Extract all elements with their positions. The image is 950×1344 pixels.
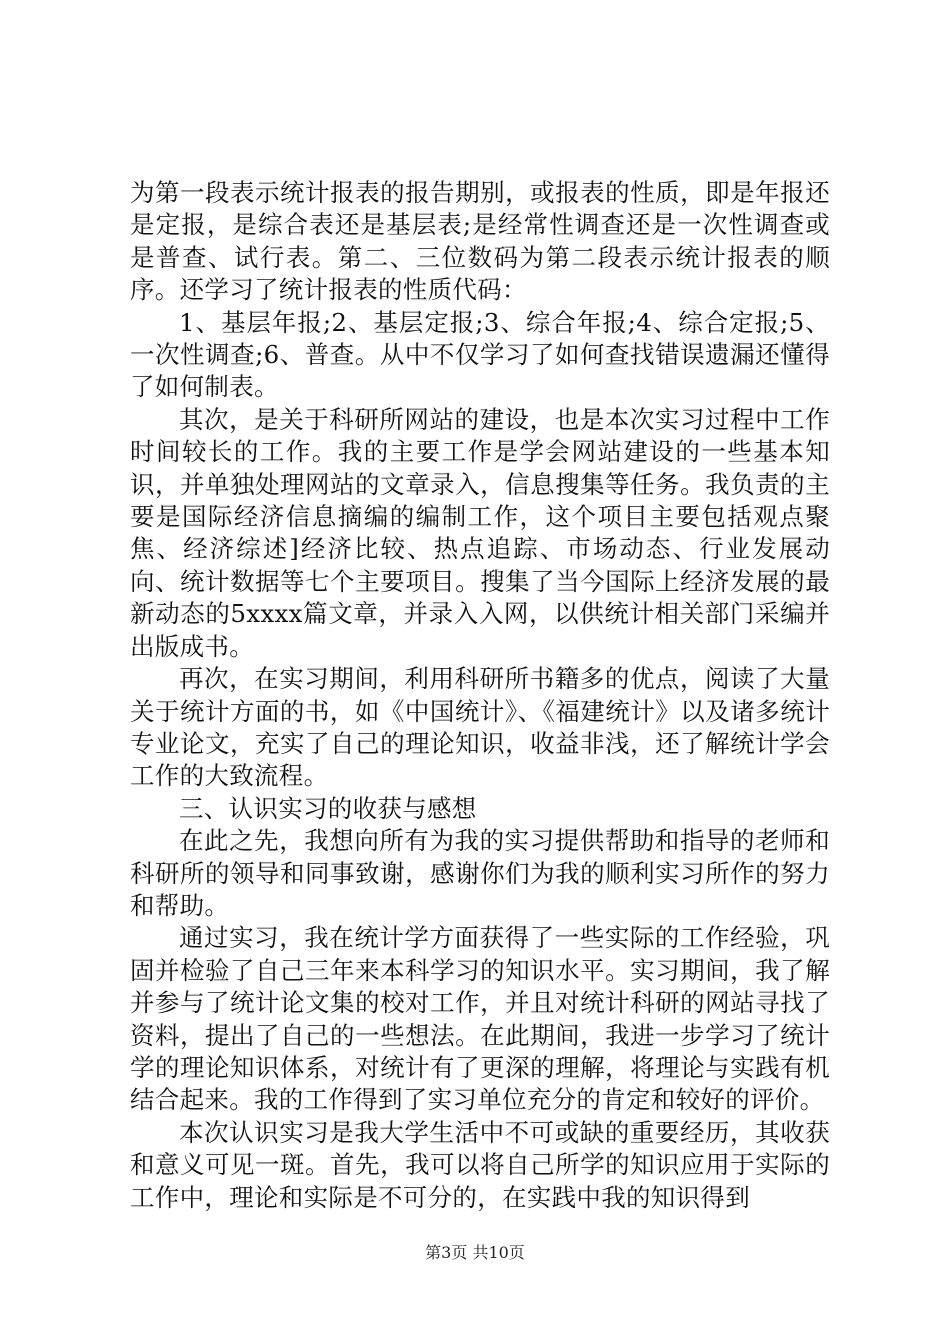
paragraph-2: 1、基层年报;2、基层定报;3、综合年报;4、综合定报;5、一次性调查;6、普查。从中不仅学习了如何查找错误遗漏还懂得了如何制表。: [130, 307, 830, 402]
page-footer: [0, 1243, 950, 1263]
paragraph-5: 在此之先，我想向所有为我的实习提供帮助和指导的老师和科研所的领导和同事致谢，感谢你们为我的顺利实习所作的努力和帮助。: [130, 826, 830, 920]
paragraph-6: 通过实习，我在统计学方面获得了一些实际的工作经验，巩固并检验了自己三年来本科学习的知识水平。实习期间，我了解并参与了统计论文集的校对工作，并且对统计科研的网站寻找了资料，提出了自己的一些想法。在此期间，我进一步学习了统计学的理论知识体系，对统计有了更深的理解，将理论与实践有机结合起来。我的工作得到了实习单位充分的肯定和较好的评价。: [130, 923, 830, 1115]
paragraph-3: 其次，是关于科研所网站的建设，也是本次实习过程中工作时间较长的工作。我的主要工作是学会网站建设的一些基本知识，并单独处理网站的文章录入，信息搜集等任务。我负责的主要是国际经济信息摘编的编制工作，这个项目主要包括观点聚焦、经济综述]经济比较、热点追踪、市场动态、行业发展动向、统计数据等七个主要项目。搜集了当今国际上经济发展的最新动态的5xxxx篇文章，并录入入网，以供统计相关部门采编并出版成书。: [130, 404, 830, 661]
paragraph-1: 为第一段表示统计报表的报告期别，或报表的性质，即是年报还是定报，是综合表还是基层表;是经常性调查还是一次性调查或是普查、试行表。第二、三位数码为第二段表示统计报表的顺序。还学习了统计报表的性质代码：: [130, 178, 830, 305]
paragraph-7: 本次认识实习是我大学生活中不可或缺的重要经历，其收获和意义可见一斑。首先，我可以将自己所学的知识应用于实际的工作中，理论和实际是不可分的，在实践中我的知识得到: [130, 1117, 830, 1212]
document-body: [130, 177, 830, 1214]
paragraph-4: 再次，在实习期间，利用科研所书籍多的优点，阅读了大量关于统计方面的书，如《中国统计》、《福建统计》以及诸多统计专业论文，充实了自己的理论知识，收益非浅，还了解统计学会工作的大致流程。: [130, 664, 830, 791]
section-heading: 三、认识实习的收获与感想: [179, 793, 477, 823]
page-number: 第3页 共10页: [425, 1243, 525, 1262]
